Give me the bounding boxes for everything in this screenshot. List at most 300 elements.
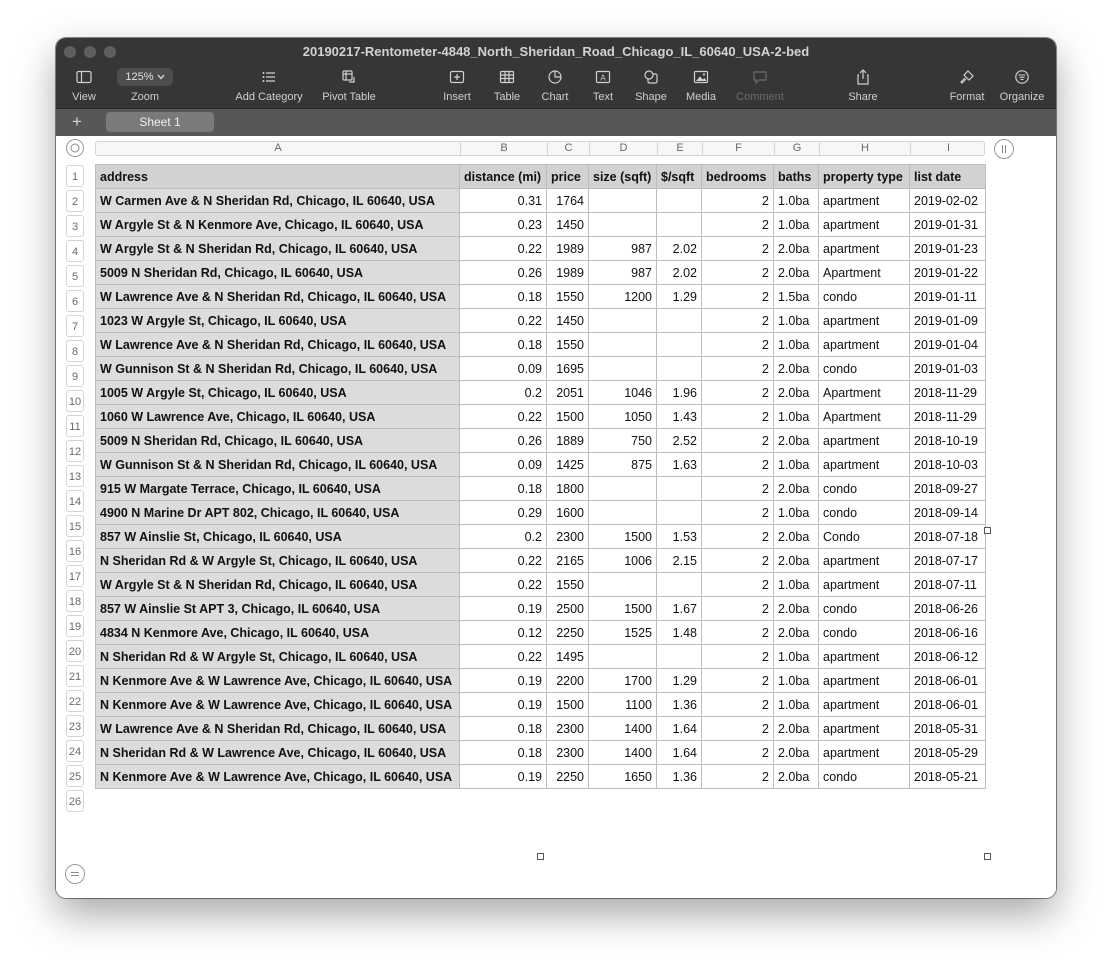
table-cell[interactable]: apartment	[819, 573, 910, 597]
table-cell[interactable]: apartment	[819, 717, 910, 741]
column-letter-d[interactable]: D	[589, 142, 657, 155]
table-cell[interactable]: 875	[589, 453, 657, 477]
table-cell[interactable]: 2018-05-29	[910, 741, 986, 765]
shape-icon	[643, 69, 659, 85]
table-cell[interactable]: 2018-10-03	[910, 453, 986, 477]
table-cell[interactable]: 857 W Ainslie St, Chicago, IL 60640, USA	[96, 525, 460, 549]
table-cell[interactable]: 0.22	[460, 237, 547, 261]
table-cell[interactable]: 2.0ba	[774, 741, 819, 765]
table-cell[interactable]: 1500	[547, 405, 589, 429]
table-cell[interactable]: W Gunnison St & N Sheridan Rd, Chicago, IL 60640, USA	[96, 357, 460, 381]
table-cell[interactable]: 2165	[547, 549, 589, 573]
header-cell[interactable]: property type	[819, 165, 910, 189]
table-cell[interactable]: 1006	[589, 549, 657, 573]
table-cell[interactable]: 2019-01-04	[910, 333, 986, 357]
table-cell[interactable]: 1.5ba	[774, 285, 819, 309]
table-cell[interactable]: 2	[702, 477, 774, 501]
table-cell[interactable]: 1.0ba	[774, 309, 819, 333]
table-cell[interactable]: W Lawrence Ave & N Sheridan Rd, Chicago, IL 60640, USA	[96, 333, 460, 357]
table-cell[interactable]: 1500	[589, 525, 657, 549]
row-number[interactable]: 2	[66, 190, 84, 212]
tab-sheet-1[interactable]: Sheet 1	[106, 112, 214, 132]
table-cell[interactable]: N Sheridan Rd & W Argyle St, Chicago, IL 60640, USA	[96, 549, 460, 573]
table-cell[interactable]: 0.09	[460, 357, 547, 381]
organize-button[interactable]	[996, 68, 1048, 108]
table-cell[interactable]: 2300	[547, 717, 589, 741]
text-button[interactable]	[583, 68, 623, 108]
table-cell[interactable]: 2018-05-31	[910, 717, 986, 741]
table-cell[interactable]: apartment	[819, 189, 910, 213]
table-cell[interactable]: 2.0ba	[774, 429, 819, 453]
table-cell[interactable]: 0.09	[460, 453, 547, 477]
table-cell[interactable]	[589, 645, 657, 669]
table-cell[interactable]: apartment	[819, 693, 910, 717]
row-number[interactable]: 17	[66, 565, 84, 587]
table-cell[interactable]: 1550	[547, 333, 589, 357]
table-cell[interactable]: 0.23	[460, 213, 547, 237]
column-letter-a[interactable]: A	[274, 142, 282, 154]
table-cell[interactable]: W Argyle St & N Kenmore Ave, Chicago, IL 60640, USA	[96, 213, 460, 237]
table-cell[interactable]: 0.19	[460, 597, 547, 621]
table-cell[interactable]: condo	[819, 597, 910, 621]
row-number[interactable]: 24	[66, 740, 84, 762]
table-cell[interactable]: 2018-05-21	[910, 765, 986, 789]
table-cell[interactable]: condo	[819, 285, 910, 309]
table-cell[interactable]: 1100	[589, 693, 657, 717]
table-cell[interactable]: 2018-07-18	[910, 525, 986, 549]
row-number[interactable]: 12	[66, 440, 84, 462]
table-cell[interactable]: N Kenmore Ave & W Lawrence Ave, Chicago, IL 60640, USA	[96, 669, 460, 693]
table-cell[interactable]: apartment	[819, 645, 910, 669]
table-cell[interactable]: 2.0ba	[774, 717, 819, 741]
table-cell[interactable]: N Sheridan Rd & W Lawrence Ave, Chicago, IL 60640, USA	[96, 741, 460, 765]
row-number[interactable]: 4	[66, 240, 84, 262]
table-cell[interactable]: 1.0ba	[774, 453, 819, 477]
table-cell[interactable]: 857 W Ainslie St APT 3, Chicago, IL 60640, USA	[96, 597, 460, 621]
resize-handle-corner[interactable]	[984, 853, 991, 860]
table-button[interactable]	[487, 68, 527, 108]
table-cell[interactable]: 2019-02-02	[910, 189, 986, 213]
table-cell[interactable]: 1.0ba	[774, 501, 819, 525]
row-number[interactable]: 15	[66, 515, 84, 537]
table-cell[interactable]: 1.29	[657, 669, 702, 693]
table-cell[interactable]: 2	[702, 237, 774, 261]
header-cell[interactable]: address	[96, 165, 460, 189]
table-cell[interactable]: 0.26	[460, 429, 547, 453]
add-category-button[interactable]	[228, 68, 310, 108]
table-cell[interactable]: W Lawrence Ave & N Sheridan Rd, Chicago, IL 60640, USA	[96, 285, 460, 309]
table-cell[interactable]	[657, 333, 702, 357]
table-cell[interactable]: 1.0ba	[774, 669, 819, 693]
row-number[interactable]: 13	[66, 465, 84, 487]
table-cell[interactable]: 2.02	[657, 237, 702, 261]
window-title: 20190217-Rentometer-4848_North_Sheridan_Road_Chicago_IL_60640_USA-2-bed	[302, 44, 810, 59]
header-cell[interactable]: $/sqft	[657, 165, 702, 189]
table-cell[interactable]: 2	[702, 453, 774, 477]
table-cell[interactable]: 1495	[547, 645, 589, 669]
table-cell[interactable]: 4834 N Kenmore Ave, Chicago, IL 60640, USA	[96, 621, 460, 645]
table-cell[interactable]: 2	[702, 429, 774, 453]
table-cell[interactable]: 0.22	[460, 549, 547, 573]
row-number[interactable]: 11	[66, 415, 84, 437]
table-cell[interactable]: 2019-01-31	[910, 213, 986, 237]
row-number[interactable]: 7	[66, 315, 84, 337]
table-cell[interactable]: 2	[702, 549, 774, 573]
table-cell[interactable]: W Argyle St & N Sheridan Rd, Chicago, IL 60640, USA	[96, 573, 460, 597]
table-cell[interactable]	[657, 357, 702, 381]
table-cell[interactable]: 0.22	[460, 573, 547, 597]
table-cell[interactable]	[657, 477, 702, 501]
header-cell[interactable]: price	[547, 165, 589, 189]
table-cell[interactable]: 1.53	[657, 525, 702, 549]
table-cell[interactable]: 2	[702, 669, 774, 693]
table-cell[interactable]: 1.0ba	[774, 573, 819, 597]
row-number[interactable]: 3	[66, 215, 84, 237]
table-cell[interactable]: 2019-01-23	[910, 237, 986, 261]
table-cell[interactable]: 2200	[547, 669, 589, 693]
table-cell[interactable]: 2	[702, 525, 774, 549]
table-cell[interactable]: 0.18	[460, 285, 547, 309]
table-cell[interactable]: 987	[589, 261, 657, 285]
table-cell[interactable]: 2.0ba	[774, 237, 819, 261]
row-number[interactable]: 5	[66, 265, 84, 287]
table-cell[interactable]: 1.36	[657, 693, 702, 717]
table-cell[interactable]: 2.0ba	[774, 477, 819, 501]
table-cell[interactable]: 1550	[547, 573, 589, 597]
shape-button[interactable]	[630, 68, 672, 108]
row-number[interactable]: 14	[66, 490, 84, 512]
row-number[interactable]: 21	[66, 665, 84, 687]
table-cell[interactable]	[589, 501, 657, 525]
table-cell[interactable]: apartment	[819, 669, 910, 693]
table-cell[interactable]: 1700	[589, 669, 657, 693]
table-cell[interactable]: condo	[819, 621, 910, 645]
table-cell[interactable]: apartment	[819, 429, 910, 453]
table-cell[interactable]	[589, 357, 657, 381]
table-cell[interactable]: apartment	[819, 213, 910, 237]
table-cell[interactable]	[657, 189, 702, 213]
table-cell[interactable]: 1060 W Lawrence Ave, Chicago, IL 60640, USA	[96, 405, 460, 429]
table-row	[96, 333, 986, 357]
table-cell[interactable]: Condo	[819, 525, 910, 549]
column-letter-c[interactable]: C	[547, 142, 589, 155]
table-cell[interactable]: 0.26	[460, 261, 547, 285]
table-cell[interactable]	[589, 573, 657, 597]
table-cell[interactable]: 2500	[547, 597, 589, 621]
table-cell[interactable]: 2.52	[657, 429, 702, 453]
table-cell[interactable]: 0.19	[460, 693, 547, 717]
table-cell[interactable]	[657, 213, 702, 237]
table-cell[interactable]: 2	[702, 573, 774, 597]
table-cell[interactable]: 0.18	[460, 717, 547, 741]
select-table-handle[interactable]	[66, 139, 84, 157]
pivot-table-button[interactable]	[314, 68, 384, 108]
table-cell[interactable]: 1400	[589, 741, 657, 765]
table-cell[interactable]: Apartment	[819, 261, 910, 285]
table-cell[interactable]: 2018-07-17	[910, 549, 986, 573]
table-cell[interactable]: 2300	[547, 741, 589, 765]
add-column-handle[interactable]	[994, 139, 1014, 159]
row-number[interactable]: 22	[66, 690, 84, 712]
table-cell[interactable]: 2	[702, 621, 774, 645]
add-sheet-button[interactable]: +	[72, 112, 82, 131]
table-cell[interactable]: 0.18	[460, 741, 547, 765]
table-cell[interactable]: 1889	[547, 429, 589, 453]
table-cell[interactable]	[657, 645, 702, 669]
table-cell[interactable]: 2	[702, 261, 774, 285]
table-cell[interactable]	[589, 213, 657, 237]
table-cell[interactable]: 1005 W Argyle St, Chicago, IL 60640, USA	[96, 381, 460, 405]
table-cell[interactable]: 2	[702, 693, 774, 717]
table-cell[interactable]: 1800	[547, 477, 589, 501]
column-letter-e[interactable]: E	[657, 142, 702, 155]
table-cell[interactable]	[657, 501, 702, 525]
organize-icon	[1014, 69, 1030, 85]
column-letter-h[interactable]: H	[819, 142, 910, 155]
table-cell[interactable]: 2	[702, 189, 774, 213]
table-cell[interactable]: 1200	[589, 285, 657, 309]
table-cell[interactable]: W Gunnison St & N Sheridan Rd, Chicago, IL 60640, USA	[96, 453, 460, 477]
table-cell[interactable]: 0.22	[460, 405, 547, 429]
resize-handle-right[interactable]	[984, 527, 991, 534]
table-cell[interactable]: 2.0ba	[774, 549, 819, 573]
table-cell[interactable]: 2019-01-09	[910, 309, 986, 333]
table-cell[interactable]: 2018-06-01	[910, 693, 986, 717]
comment-label: Comment	[736, 91, 784, 103]
table-cell[interactable]: 1425	[547, 453, 589, 477]
table-cell[interactable]: 2	[702, 357, 774, 381]
table-cell[interactable]: 1.0ba	[774, 693, 819, 717]
table-cell[interactable]: 2018-07-11	[910, 573, 986, 597]
table-cell[interactable]: 2	[702, 213, 774, 237]
table-cell[interactable]: 2	[702, 333, 774, 357]
table-cell[interactable]: 1.36	[657, 765, 702, 789]
table-cell[interactable]: 2018-06-01	[910, 669, 986, 693]
table-cell[interactable]: 2	[702, 405, 774, 429]
view-button[interactable]	[66, 68, 102, 108]
table-cell[interactable]: 0.29	[460, 501, 547, 525]
table-cell[interactable]: 2018-06-26	[910, 597, 986, 621]
table-cell[interactable]: 750	[589, 429, 657, 453]
table-cell[interactable]: 2018-06-16	[910, 621, 986, 645]
table-cell[interactable]: 1.96	[657, 381, 702, 405]
table-cell[interactable]	[589, 309, 657, 333]
table-cell[interactable]: 0.18	[460, 333, 547, 357]
table-cell[interactable]: 2018-11-29	[910, 405, 986, 429]
table-cell[interactable]: 2018-06-12	[910, 645, 986, 669]
media-button[interactable]	[680, 68, 722, 108]
table-cell[interactable]: 2250	[547, 621, 589, 645]
column-letter-f[interactable]: F	[702, 142, 774, 155]
table-cell[interactable]: 2018-09-27	[910, 477, 986, 501]
table-cell[interactable]: 2018-09-14	[910, 501, 986, 525]
header-cell[interactable]: size (sqft)	[589, 165, 657, 189]
table-cell[interactable]: Apartment	[819, 405, 910, 429]
table-cell[interactable]: apartment	[819, 309, 910, 333]
table-cell[interactable]: 4900 N Marine Dr APT 802, Chicago, IL 60640, USA	[96, 501, 460, 525]
table-cell[interactable]: 5009 N Sheridan Rd, Chicago, IL 60640, USA	[96, 261, 460, 285]
table-cell[interactable]: 2	[702, 597, 774, 621]
table-cell[interactable]: 2.0ba	[774, 357, 819, 381]
row-number[interactable]: 16	[66, 540, 84, 562]
table-cell[interactable]: 1695	[547, 357, 589, 381]
table-cell[interactable]: 2.0ba	[774, 381, 819, 405]
table-cell[interactable]: 2.15	[657, 549, 702, 573]
table-cell[interactable]: 0.2	[460, 381, 547, 405]
column-letter-i[interactable]: I	[910, 142, 986, 155]
table-cell[interactable]: 1.63	[657, 453, 702, 477]
row-number[interactable]: 9	[66, 365, 84, 387]
table-cell[interactable]: 1400	[589, 717, 657, 741]
table-cell[interactable]: W Argyle St & N Sheridan Rd, Chicago, IL 60640, USA	[96, 237, 460, 261]
table-cell[interactable]: W Carmen Ave & N Sheridan Rd, Chicago, IL 60640, USA	[96, 189, 460, 213]
table-cell[interactable]: N Kenmore Ave & W Lawrence Ave, Chicago, IL 60640, USA	[96, 765, 460, 789]
table-cell[interactable]: 2051	[547, 381, 589, 405]
row-number[interactable]: 26	[66, 790, 84, 812]
table-cell[interactable]: 2.0ba	[774, 597, 819, 621]
table-cell[interactable]: 2300	[547, 525, 589, 549]
chart-button[interactable]	[534, 68, 576, 108]
add-row-handle[interactable]	[65, 864, 85, 884]
resize-handle-bottom[interactable]	[537, 853, 544, 860]
row-number[interactable]: 23	[66, 715, 84, 737]
format-button[interactable]	[944, 68, 990, 108]
table-cell[interactable]: apartment	[819, 549, 910, 573]
table-cell[interactable]: 2	[702, 741, 774, 765]
circle-icon	[70, 143, 80, 153]
table-cell[interactable]: N Kenmore Ave & W Lawrence Ave, Chicago, IL 60640, USA	[96, 693, 460, 717]
table-cell[interactable]: Apartment	[819, 381, 910, 405]
table-cell[interactable]	[657, 309, 702, 333]
table-cell[interactable]: 915 W Margate Terrace, Chicago, IL 60640, USA	[96, 477, 460, 501]
table-row	[96, 309, 986, 333]
table-cell[interactable]: apartment	[819, 237, 910, 261]
row-number[interactable]: 1	[66, 165, 84, 187]
table-cell[interactable]: N Sheridan Rd & W Argyle St, Chicago, IL 60640, USA	[96, 645, 460, 669]
row-number[interactable]: 10	[66, 390, 84, 412]
table-cell[interactable]: 2	[702, 501, 774, 525]
table-cell[interactable]: 1650	[589, 765, 657, 789]
header-cell[interactable]: baths	[774, 165, 819, 189]
table-cell[interactable]: 2	[702, 645, 774, 669]
table-cell[interactable]: 5009 N Sheridan Rd, Chicago, IL 60640, USA	[96, 429, 460, 453]
table-cell[interactable]: 2.0ba	[774, 621, 819, 645]
table-cell[interactable]: 1.48	[657, 621, 702, 645]
share-button[interactable]	[843, 68, 883, 108]
table-cell[interactable]: 1500	[547, 693, 589, 717]
table-cell[interactable]: 2	[702, 381, 774, 405]
comment-button[interactable]	[730, 68, 790, 108]
column-letter-g[interactable]: G	[774, 142, 819, 155]
table-cell[interactable]: 1.0ba	[774, 333, 819, 357]
header-cell[interactable]: bedrooms	[702, 165, 774, 189]
insert-button[interactable]	[437, 68, 477, 108]
table-cell[interactable]: 2	[702, 765, 774, 789]
table-cell[interactable]: 1046	[589, 381, 657, 405]
table-cell[interactable]	[657, 573, 702, 597]
table-cell[interactable]: 0.22	[460, 645, 547, 669]
table-cell[interactable]	[589, 477, 657, 501]
table-cell[interactable]: 0.12	[460, 621, 547, 645]
table-cell[interactable]	[589, 333, 657, 357]
table-cell[interactable]: apartment	[819, 741, 910, 765]
header-cell[interactable]: distance (mi)	[460, 165, 547, 189]
table-cell[interactable]: 2.0ba	[774, 261, 819, 285]
table-cell[interactable]: 2	[702, 309, 774, 333]
table-cell[interactable]: 1525	[589, 621, 657, 645]
table-cell[interactable]: condo	[819, 357, 910, 381]
row-number[interactable]: 19	[66, 615, 84, 637]
table-cell[interactable]: 1550	[547, 285, 589, 309]
table-cell[interactable]: 0.31	[460, 189, 547, 213]
table-cell[interactable]: condo	[819, 477, 910, 501]
table-cell[interactable]: 1450	[547, 213, 589, 237]
table-cell[interactable]: 1989	[547, 237, 589, 261]
table-cell[interactable]: 1.29	[657, 285, 702, 309]
zoom-select[interactable]	[117, 68, 173, 86]
table-cell[interactable]: 2250	[547, 765, 589, 789]
table-cell[interactable]: 2.02	[657, 261, 702, 285]
table-cell[interactable]: apartment	[819, 453, 910, 477]
column-letter-b[interactable]: B	[460, 142, 547, 155]
table-cell[interactable]: 1.0ba	[774, 405, 819, 429]
table-cell[interactable]: 1023 W Argyle St, Chicago, IL 60640, USA	[96, 309, 460, 333]
table-cell[interactable]: 1.0ba	[774, 645, 819, 669]
table-cell[interactable]: 2018-11-29	[910, 381, 986, 405]
table-cell[interactable]: 1050	[589, 405, 657, 429]
table-cell[interactable]: W Lawrence Ave & N Sheridan Rd, Chicago, IL 60640, USA	[96, 717, 460, 741]
table-cell[interactable]: 2	[702, 717, 774, 741]
table-cell[interactable]: 2019-01-03	[910, 357, 986, 381]
row-number[interactable]: 18	[66, 590, 84, 612]
table-cell[interactable]: 1764	[547, 189, 589, 213]
table-cell[interactable]: condo	[819, 765, 910, 789]
table-cell[interactable]: 2.0ba	[774, 525, 819, 549]
table-row	[96, 285, 986, 309]
table-cell[interactable]	[589, 189, 657, 213]
table-cell[interactable]: 2019-01-11	[910, 285, 986, 309]
zoom-control[interactable]	[114, 68, 176, 108]
table-cell[interactable]: 2	[702, 285, 774, 309]
table-cell[interactable]: 1.67	[657, 597, 702, 621]
table-cell[interactable]: 1989	[547, 261, 589, 285]
table-cell[interactable]: 2019-01-22	[910, 261, 986, 285]
table-cell[interactable]: 1.64	[657, 741, 702, 765]
row-number[interactable]: 6	[66, 290, 84, 312]
table-cell[interactable]: 2.0ba	[774, 765, 819, 789]
row-number[interactable]: 25	[66, 765, 84, 787]
table-cell[interactable]: 1450	[547, 309, 589, 333]
table-cell[interactable]: 0.2	[460, 525, 547, 549]
table-cell[interactable]: 0.18	[460, 477, 547, 501]
table-cell[interactable]: 0.19	[460, 669, 547, 693]
table-cell[interactable]: 1.43	[657, 405, 702, 429]
table-cell[interactable]: 1.0ba	[774, 189, 819, 213]
table-cell[interactable]: 0.19	[460, 765, 547, 789]
row-number[interactable]: 8	[66, 340, 84, 362]
table-cell[interactable]: 1.64	[657, 717, 702, 741]
table-cell[interactable]: 0.22	[460, 309, 547, 333]
table-cell[interactable]: 1600	[547, 501, 589, 525]
table-cell[interactable]: apartment	[819, 333, 910, 357]
table-cell[interactable]: condo	[819, 501, 910, 525]
header-cell[interactable]: list date	[910, 165, 986, 189]
table-cell[interactable]: 2018-10-19	[910, 429, 986, 453]
table-cell[interactable]: 1.0ba	[774, 213, 819, 237]
table-cell[interactable]: 1500	[589, 597, 657, 621]
row-number[interactable]: 20	[66, 640, 84, 662]
table-cell[interactable]: 987	[589, 237, 657, 261]
